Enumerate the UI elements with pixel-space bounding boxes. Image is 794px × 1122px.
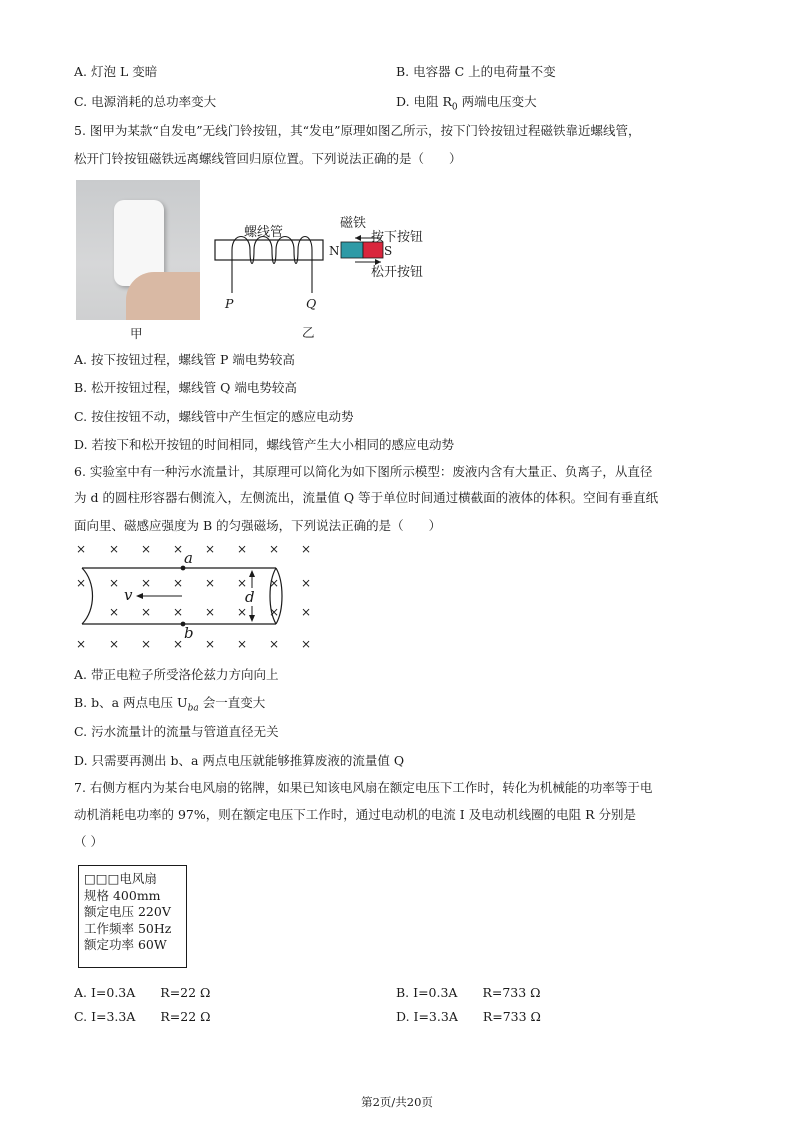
field-cross: × [141, 542, 152, 556]
label-coil: 螺线管 [244, 225, 284, 240]
field-cross: × [173, 637, 184, 651]
q6-stem-line3: 面向里、磁感应强度为 B 的匀强磁场，下列说法正确的是（ ） [74, 518, 442, 533]
figure-yi-label: 乙 [302, 325, 315, 340]
field-cross: × [301, 542, 312, 556]
nameplate-spec: 规格 400mm [84, 887, 161, 903]
field-cross: × [141, 576, 152, 590]
field-cross: × [237, 605, 248, 619]
q5-option-b: B. 松开按钮过程，螺线管 Q 端电势较高 [74, 380, 297, 395]
field-cross: × [76, 542, 87, 556]
field-cross: × [269, 637, 280, 651]
field-cross: × [109, 542, 120, 556]
label-press: 按下按钮 [371, 230, 424, 245]
q4-option-d-pre: D. 电阻 R [396, 94, 452, 109]
q7-stem-line1: 7. 右侧方框内为某台电风扇的铭牌，如果已知该电风扇在额定电压下工作时，转化为机械能的功率等于电 [74, 780, 653, 795]
q7-option-b: B. I=0.3A R=733 Ω [396, 985, 541, 1000]
label-magnet: 磁铁 [340, 216, 367, 231]
q4-option-b: B. 电容器 C 上的电荷量不变 [396, 64, 556, 79]
field-cross: × [205, 637, 216, 651]
q4-option-a: A. 灯泡 L 变暗 [74, 64, 158, 79]
pipe-right-end-b [276, 568, 282, 624]
finger-image [126, 272, 200, 320]
q7-stem-line3: （ ） [74, 834, 103, 849]
q6-option-b-sub: ba [187, 703, 199, 714]
fan-nameplate [78, 865, 187, 968]
solenoid-tube [215, 240, 323, 260]
field-cross: × [109, 637, 120, 651]
label-a: a [184, 549, 193, 567]
field-cross: × [237, 637, 248, 651]
diameter-arrowhead-up [249, 570, 255, 577]
field-cross: × [301, 637, 312, 651]
q5-option-c: C. 按住按钮不动，螺线管中产生恒定的感应电动势 [74, 409, 354, 424]
q5-stem-line2: 松开门铃按钮磁铁远离螺线管回归原位置。下列说法正确的是（ ） [74, 151, 462, 166]
label-d: d [245, 588, 255, 606]
field-cross: × [269, 576, 280, 590]
page-footer: 第2页/共20页 [361, 1095, 433, 1109]
field-cross: × [237, 576, 248, 590]
field-cross: × [301, 576, 312, 590]
label-n: N [329, 244, 340, 258]
nameplate-voltage: 额定电压 220V [84, 904, 171, 919]
field-cross: × [141, 637, 152, 651]
label-release: 松开按钮 [371, 265, 424, 280]
q6-stem-line1: 6. 实验室中有一种污水流量计，其原理可以简化为如下图所示模型：废液内含有大量正、负离子，从直径 [74, 464, 653, 479]
q7-stem-line2: 动机消耗电功率的 97%，则在额定电压下工作时，通过电动机的电流 I 及电动机线圈的电阻 R 分别是 [74, 807, 637, 822]
figure-jia-label: 甲 [130, 326, 143, 341]
q4-option-d-sub: 0 [451, 102, 458, 113]
q6-option-b-post: 会一直变大 [198, 695, 266, 710]
q6-option-a: A. 带正电粒子所受洛伦兹力方向向上 [74, 667, 279, 682]
doorbell-photo [76, 180, 200, 320]
label-v: v [124, 586, 133, 604]
field-cross: × [269, 605, 280, 619]
field-cross: × [173, 605, 184, 619]
q7-option-c: C. I=3.3A R=22 Ω [74, 1009, 211, 1024]
field-cross: × [76, 576, 87, 590]
q6-stem-line2: 为 d 的圆柱形容器右侧流入，左侧流出，流量值 Q 等于单位时间通过横截面的液体的体积。空间有垂直纸 [74, 490, 659, 505]
pipe-right-end-a [270, 568, 276, 624]
q4-option-d [396, 92, 537, 113]
label-b: b [184, 624, 194, 642]
field-cross: × [205, 576, 216, 590]
field-cross: × [205, 542, 216, 556]
nameplate-title: □□□电风扇 [84, 871, 157, 886]
nameplate-power: 额定功率 60W [84, 937, 167, 952]
q5-option-a: A. 按下按钮过程，螺线管 P 端电势较高 [74, 352, 295, 367]
field-cross: × [269, 542, 280, 556]
label-s: S [384, 244, 393, 258]
q7-option-d: D. I=3.3A R=733 Ω [396, 1009, 541, 1024]
nameplate-frequency: 工作频率 50Hz [84, 920, 172, 936]
q6-option-b-pre: B. b、a 两点电压 U [74, 695, 188, 710]
q6-option-d: D. 只需要再测出 b、a 两点电压就能够推算废液的流量值 Q [74, 753, 405, 768]
q5-stem-line1: 5. 图甲为某款“自发电”无线门铃按钮，其“发电”原理如图乙所示，按下门铃按钮过程磁铁靠近螺线管， [74, 123, 641, 138]
field-cross: × [109, 576, 120, 590]
field-cross: × [76, 637, 87, 651]
q7-option-a: A. I=0.3A R=22 Ω [74, 985, 211, 1000]
flow-pipe-diagram [72, 560, 292, 632]
field-cross: × [205, 605, 216, 619]
field-cross: × [173, 542, 184, 556]
solenoid-coil [232, 237, 312, 269]
q6-option-c: C. 污水流量计的流量与管道直径无关 [74, 724, 279, 739]
q6-option-b [74, 693, 265, 714]
pipe-left-end [82, 568, 93, 624]
label-p: P [225, 296, 234, 311]
label-q: Q [306, 296, 317, 311]
field-cross: × [109, 605, 120, 619]
field-cross: × [141, 605, 152, 619]
q5-option-d: D. 若按下和松开按钮的时间相同，螺线管产生大小相同的感应电动势 [74, 437, 455, 452]
field-cross: × [301, 605, 312, 619]
field-cross: × [237, 542, 248, 556]
field-cross: × [173, 576, 184, 590]
magnet-n-pole [341, 242, 363, 258]
q4-option-c: C. 电源消耗的总功率变大 [74, 94, 217, 109]
velocity-arrowhead [136, 593, 143, 599]
q4-option-d-post: 两端电压变大 [457, 94, 537, 109]
press-arrowhead [355, 235, 361, 241]
diameter-arrowhead-down [249, 615, 255, 622]
